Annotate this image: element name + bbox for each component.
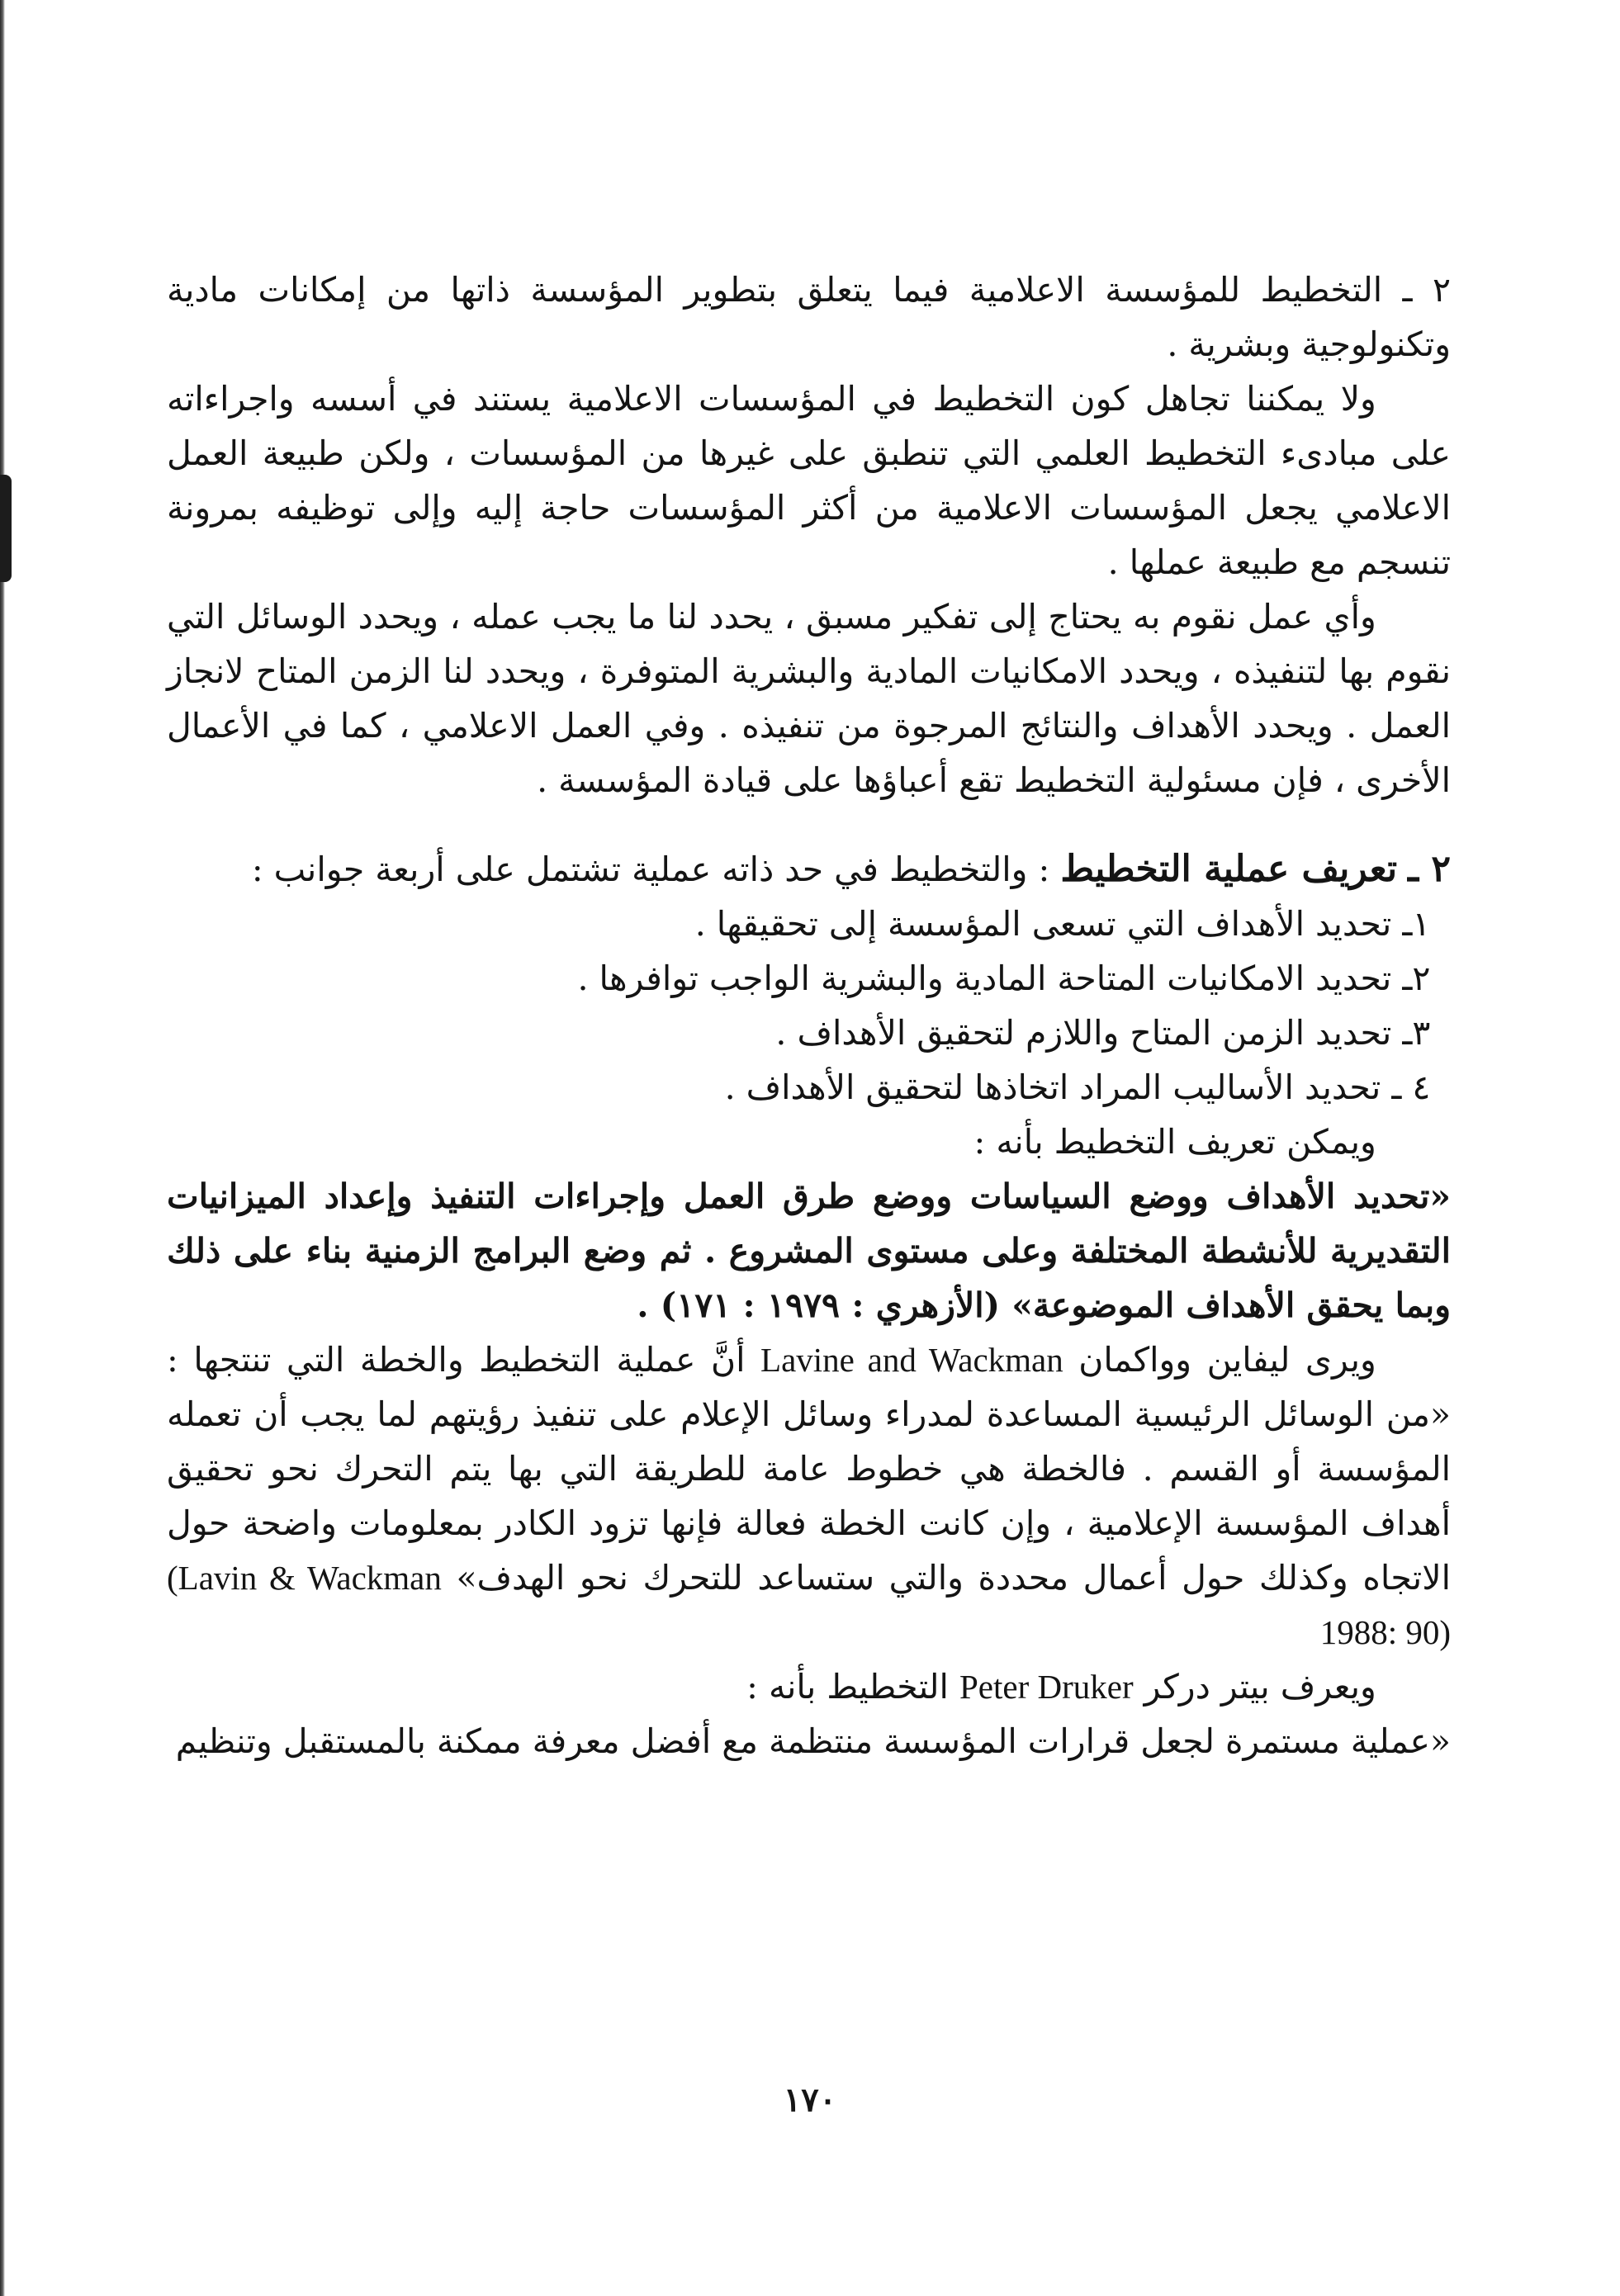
list-item: ١ـ تحديد الأهداف التي تسعى المؤسسة إلى تحقيقها . — [694, 904, 1431, 944]
page-body — [167, 263, 1451, 1768]
binding-mark — [0, 475, 12, 582]
druker-author-name: Peter Druker — [959, 1668, 1134, 1706]
lavine-text-start: ويرى ليفاين وواكمان — [1078, 1340, 1376, 1380]
definition-lead: ويمكن تعريف التخطيط بأنه : — [973, 1122, 1376, 1162]
lavine-author-names: Lavine and Wackman — [760, 1341, 1063, 1379]
section-number: ٢ ـ — [1408, 848, 1451, 890]
list-item: ٢ـ تحديد الامكانيات المتاحة المادية والبشرية الواجب توافرها . — [577, 959, 1431, 998]
section-gap — [167, 807, 1451, 842]
paragraph-lavine-wackman — [167, 1333, 1451, 1659]
paragraph-druker — [167, 1659, 1451, 1714]
list-item: ٣ـ تحديد الزمن المتاح واللازم لتحقيق الأهداف . — [775, 1013, 1431, 1053]
page-number: ١٧٠ — [783, 2081, 837, 2119]
paragraph-scientific-planning: ولا يمكننا تجاهل كون التخطيط في المؤسسات الاعلامية يستند في أسسه واجراءاته على مبادىء التخطيط العلمي التي تنطبق على غيرها من المؤسسات ، ولكن طبيعة العمل الاعلامي يجعل المؤسسات الاعلامية من أكثر المؤسسات حاجة إليه وإلى توظيفه بمرونة تنسجم مع طبيعة عملها . — [167, 379, 1451, 582]
lavine-text-body: أنَّ عملية التخطيط والخطة التي تنتجها : «من الوسائل الرئيسية المساعدة لمدراء وسائل الإعلام على تنفيذ رؤيتهم لما يجب أن تعمله المؤسسة أو القسم . فالخطة هي خطوط عامة للطريقة التي بها يتم التحرك نحو تحقيق أهداف المؤسسة الإعلامية ، وإن كانت الخطة فعالة فإنها تزود الكادر بمعلومات واضحة حول الاتجاه وكذلك حول أعمال محددة والتي ستساعد للتحرك نحو الهدف» — [167, 1340, 1451, 1598]
section-heading — [167, 842, 1451, 897]
lavine-citation: (Lavin & Wackman 1988: 90) — [167, 1559, 1451, 1651]
definition-quote: «تحديد الأهداف ووضع السياسات ووضع طرق العمل وإجراءات التنفيذ وإعداد الميزانيات التقديرية للأنشطة المختلفة وعلى مستوى المشروع . ثم وضع البرامج الزمنية بناء على ذلك وبما يحقق الأهداف الموضوعة» (الأزهري : ١٩٧٩ : ١٧١) . — [167, 1176, 1451, 1325]
druker-text-end: التخطيط بأنه : — [746, 1667, 949, 1707]
druker-text-start: ويعرف بيتر دركر — [1144, 1667, 1376, 1707]
druker-quote: «عملية مستمرة لجعل قرارات المؤسسة منتظمة مع أفضل معرفة ممكنة بالمستقبل وتنظيم — [175, 1721, 1451, 1761]
section-title: تعريف عملية التخطيط — [1060, 848, 1398, 890]
paragraph-planning-development: ٢ ـ التخطيط للمؤسسة الاعلامية فيما يتعلق بتطوير المؤسسة ذاتها من إمكانات مادية وتكنولوجية وبشرية . — [167, 270, 1451, 364]
paragraph-prior-thinking: وأي عمل نقوم به يحتاج إلى تفكير مسبق ، يحدد لنا ما يجب عمله ، ويحدد الوسائل التي نقوم بها لتنفيذه ، ويحدد الامكانيات المادية والبشرية المتوفرة ، ويحدد لنا الزمن المتاح لانجاز العمل . ويحدد الأهداف والنتائج المرجوة من تنفيذه . وفي العمل الاعلامي ، كما في الأعمال الأخرى ، فإن مسئولية التخطيط تقع أعباؤها على قيادة المؤسسة . — [167, 597, 1451, 800]
page-edge-shadow — [0, 0, 5, 2296]
list-item: ٤ ـ تحديد الأساليب المراد اتخاذها لتحقيق الأهداف . — [724, 1068, 1431, 1107]
section-intro: : والتخطيط في حد ذاته عملية تشتمل على أربعة جوانب : — [251, 850, 1050, 889]
